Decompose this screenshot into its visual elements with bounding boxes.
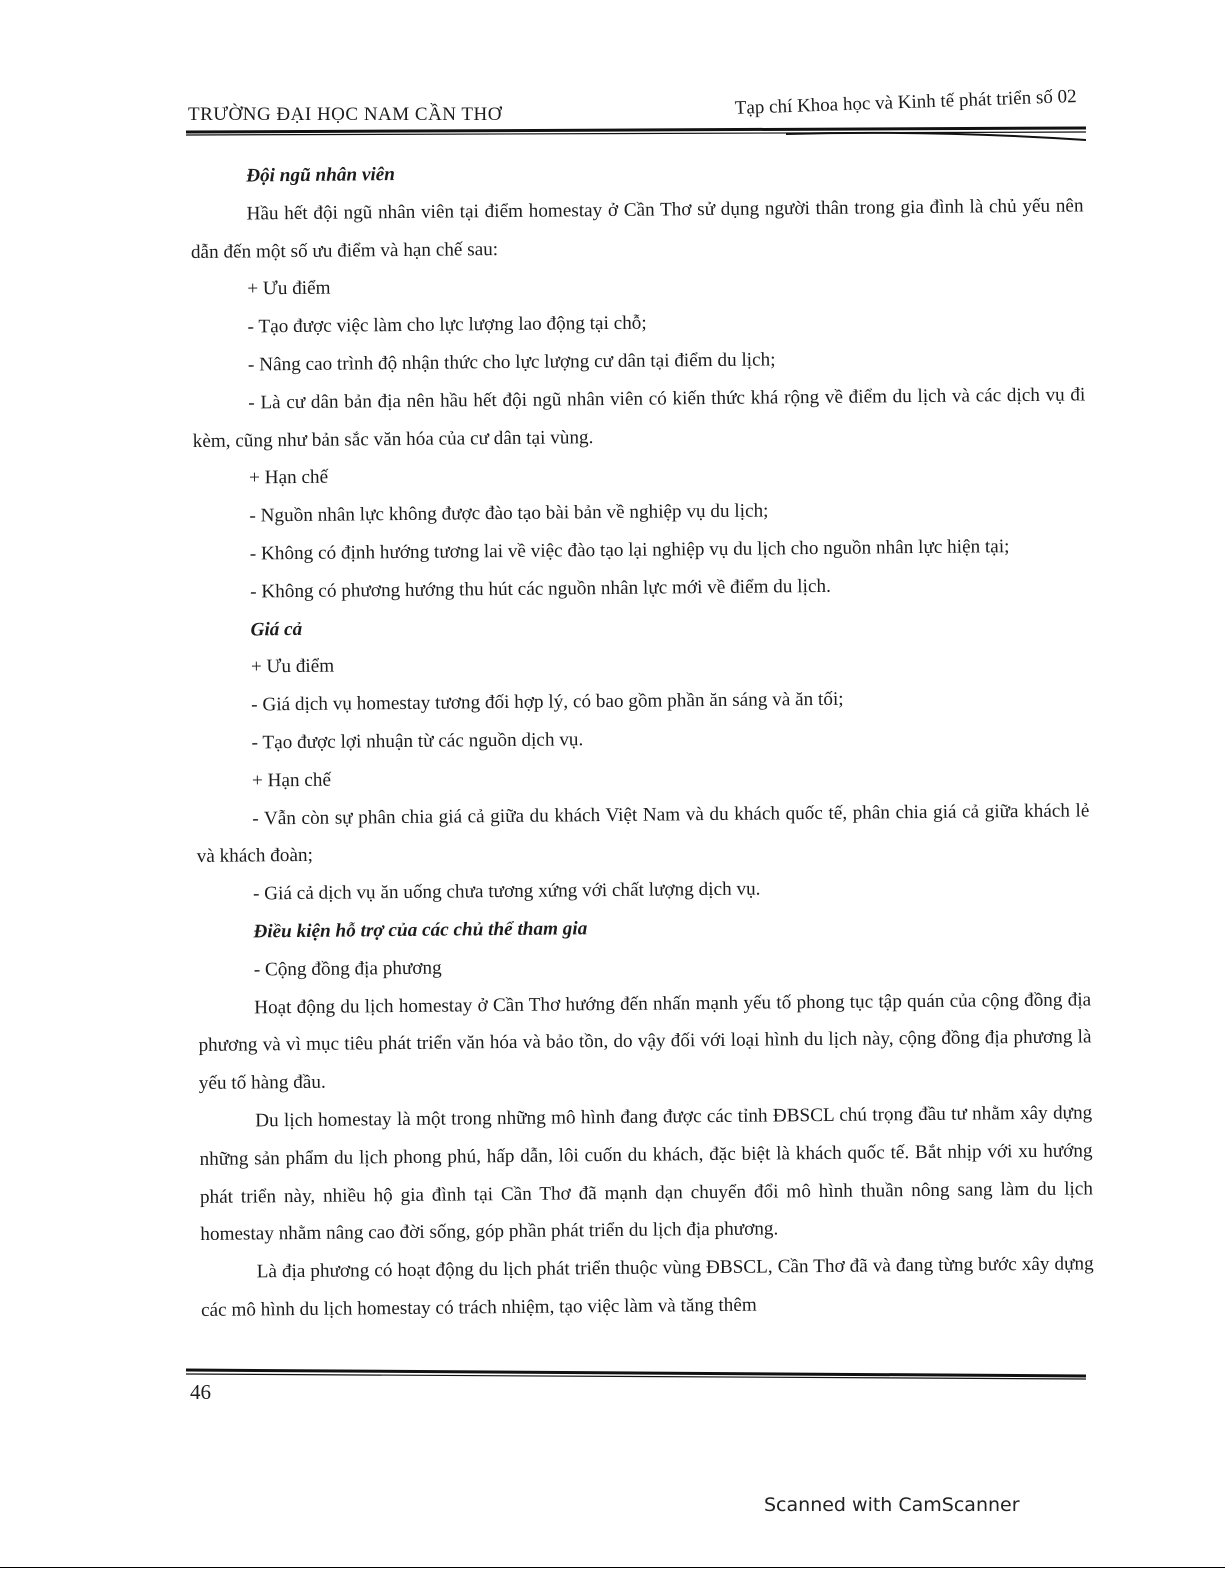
header-rule bbox=[186, 126, 1086, 148]
list-item: - Không có định hướng tương lai về việc đào tạo lại nghiệp vụ du lịch cho nguồn nhân lực hiện tại; bbox=[249, 536, 1010, 565]
list-item: - Không có phương hướng thu hút các nguồn nhân lực mới về điểm du lịch. bbox=[250, 575, 831, 603]
section-heading: Đội ngũ nhân viên bbox=[246, 164, 396, 187]
scanner-watermark: Scanned with CamScanner bbox=[764, 1494, 1020, 1516]
list-item: - Cộng đồng địa phương bbox=[253, 957, 442, 981]
list-item: - Tạo được lợi nhuận từ các nguồn dịch vụ. bbox=[251, 729, 584, 754]
list-item: - Giá dịch vụ homestay tương đối hợp lý, có bao gồm phần ăn sáng và ăn tối; bbox=[251, 688, 844, 716]
journal-title: Tạp chí Khoa học và Kinh tế phát triển số 02 bbox=[734, 86, 1077, 119]
page-body bbox=[190, 149, 1094, 1329]
journal-institution: TRƯỜNG ĐẠI HỌC NAM CẦN THƠ bbox=[188, 104, 502, 125]
footer-rule bbox=[186, 1366, 1086, 1382]
list-item: - Nguồn nhân lực không được đào tạo bài bản về nghiệp vụ du lịch; bbox=[249, 500, 769, 527]
section-heading: Giá cả bbox=[250, 618, 303, 641]
paragraph: Là địa phương có hoạt động du lịch phát triển thuộc vùng ĐBSCL, Cần Thơ đã và đang từng bước xây dựng các mô hình du lịch homestay có trách nhiệm, tạo việc làm và tăng thêm bbox=[200, 1253, 1094, 1321]
list-item: - Vẫn còn sự phân chia giá cả giữa du khách Việt Nam và du khách quốc tế, phân chia giá cả giữa khách lẻ và khách đoàn; bbox=[196, 799, 1090, 868]
list-heading: + Hạn chế bbox=[251, 769, 332, 792]
list-item: - Giá cả dịch vụ ăn uống chưa tương xứng với chất lượng dịch vụ. bbox=[252, 878, 761, 905]
paragraph: Du lịch homestay là một trong những mô hình đang được các tỉnh ĐBSCL chú trọng đầu tư nhằm xây dựng những sản phẩm du lịch phong phú, hấp dẫn, lôi cuốn du khách, đặc biệt là khách quốc tế. Bắt nhịp với xu hướng phát triển này, nhiều hộ gia đình tại Cần Thơ đã mạnh dạn chuyển đổi mô hình thuần nông sang làm du lịch homestay nhằm nâng cao đời sống, góp phần phát triển du lịch địa phương. bbox=[199, 1102, 1094, 1246]
paragraph: Hoạt động du lịch homestay ở Cần Thơ hướng đến nhấn mạnh yếu tố phong tục tập quán của cộng đồng địa phương và vì mục tiêu phát triển văn hóa và bảo tồn, do vậy đối với loại hình du lịch này, cộng đồng địa phương là yếu tố hàng đầu. bbox=[198, 988, 1092, 1095]
section-heading: Điều kiện hỗ trợ của các chủ thể tham gia bbox=[253, 918, 588, 943]
list-heading: + Ưu điểm bbox=[247, 278, 331, 300]
bottom-divider bbox=[0, 1567, 1225, 1568]
list-heading: + Ưu điểm bbox=[250, 655, 335, 678]
page-number: 46 bbox=[190, 1380, 211, 1404]
paragraph: Hầu hết đội ngũ nhân viên tại điểm homestay ở Cần Thơ sử dụng người thân trong gia đình là chủ yếu nên dẫn đến một số ưu điểm và hạn chế sau: bbox=[190, 195, 1084, 263]
list-item: - Tạo được việc làm cho lực lượng lao động tại chỗ; bbox=[247, 312, 647, 338]
list-item: - Là cư dân bản địa nên hầu hết đội ngũ nhân viên có kiến thức khá rộng về điểm du lịch và các dịch vụ đi kèm, cũng như bản sắc văn hóa của cư dân tại vùng. bbox=[192, 384, 1086, 452]
list-heading: + Hạn chế bbox=[248, 467, 329, 489]
list-item: - Nâng cao trình độ nhận thức cho lực lượng cư dân tại điểm du lịch; bbox=[247, 349, 776, 376]
